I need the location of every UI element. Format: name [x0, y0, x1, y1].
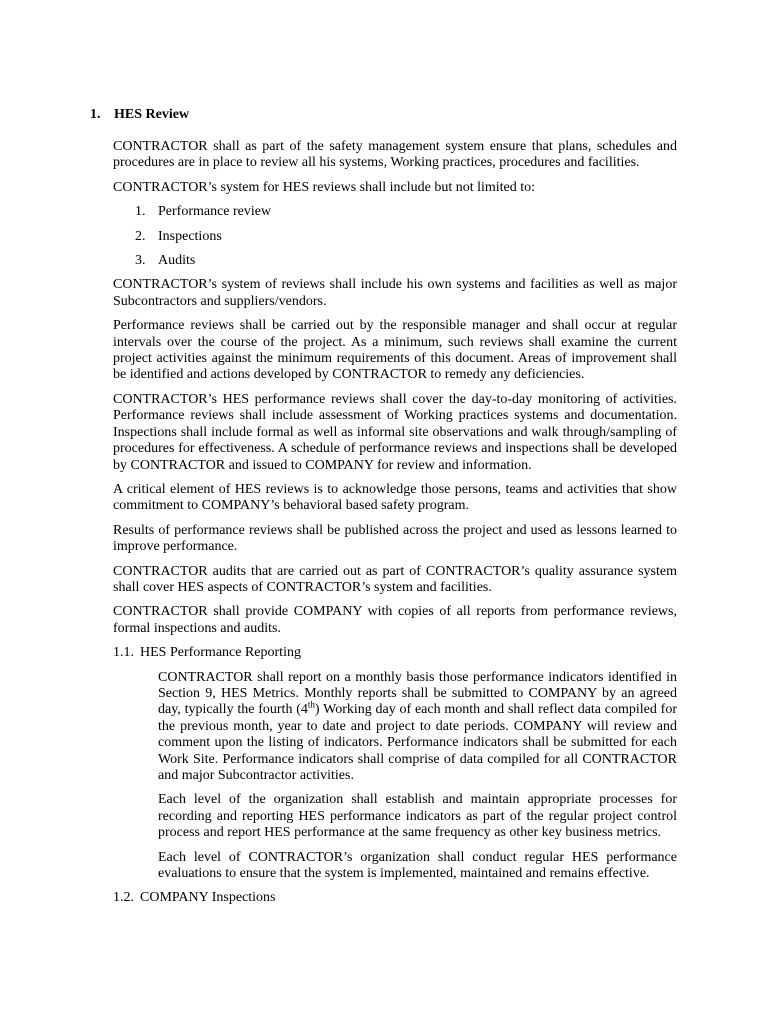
- subsection-number: 1.1.: [113, 645, 134, 661]
- paragraph: CONTRACTOR shall provide COMPANY with copies of all reports from performance reviews, formal inspections and audits.: [113, 604, 677, 636]
- paragraph: CONTRACTOR shall as part of the safety management system ensure that plans, schedules and procedures are in place to review all his systems, Working practices, procedures and facilities.: [113, 139, 677, 171]
- section-title: HES Review: [114, 107, 190, 122]
- subsection-title: COMPANY Inspections: [140, 890, 276, 906]
- paragraph: CONTRACTOR’s system of reviews shall include his own systems and facilities as well as major Subcontractors and suppliers/vendors.: [113, 277, 677, 309]
- section-heading: [90, 107, 189, 123]
- paragraph: CONTRACTOR’s system for HES reviews shall include but not limited to:: [113, 179, 536, 195]
- paragraph: Results of performance reviews shall be published across the project and used as lessons learned to improve performance.: [113, 522, 677, 555]
- paragraph: CONTRACTOR audits that are carried out as part of CONTRACTOR’s quality assurance system shall cover HES aspects of CONTRACTOR’s system and facilities.: [113, 563, 677, 595]
- list-item-text: Performance review: [158, 204, 272, 220]
- list-item: [113, 204, 677, 220]
- list-item-number: 1.: [135, 204, 146, 220]
- paragraph: Each level of CONTRACTOR’s organization shall conduct regular HES performance evaluations to ensure that the system is implemented, maintained and remains effective.: [158, 849, 677, 882]
- subsection-body: [158, 670, 677, 883]
- list-item-number: 2.: [135, 228, 146, 244]
- subsection-number: 1.2.: [113, 890, 134, 906]
- list-item-text: Audits: [158, 253, 196, 269]
- paragraph: [158, 670, 677, 785]
- superscript: th: [307, 699, 315, 710]
- paragraph: CONTRACTOR’s HES performance reviews shall cover the day-to-day monitoring of activities. Performance reviews shall include assessment of Working practices systems and documentation. Inspections shall include formal as well as informal site observations and walk through/sampling of procedures for effectiveness. A schedule of performance reviews and inspections shall be developed by CONTRACTOR and issued to COMPANY for review and information.: [113, 391, 677, 473]
- list-item-text: Inspections: [158, 228, 222, 244]
- subsection-heading: [113, 645, 677, 661]
- paragraph-text: CONTRACTOR shall report on a monthly basis those performance indicators identified in Section 9, HES Metrics. Monthly reports shall be submitted to COMPANY by an agreed day, typically the fourth (4: [158, 669, 677, 718]
- subsection-title: HES Performance Reporting: [140, 645, 301, 661]
- subsection-heading: [113, 890, 677, 906]
- numbered-list: [113, 204, 677, 269]
- paragraph: Each level of the organization shall establish and maintain appropriate processes for recording and reporting HES performance indicators as part of the regular project control process and report HES performance at the same frequency as other key business metrics.: [158, 792, 677, 841]
- paragraph-text: ) Working day of each month and shall reflect data compiled for the previous month, year to date and project to date periods. COMPANY will review and comment upon the listing of indicators. Performance indicators shall be submitted for each Work Site. Performance indicators shall comprise of data compiled for all CONTRACTOR and major Subcontractor activities.: [158, 702, 677, 783]
- section-body: [113, 139, 677, 915]
- list-item: [113, 253, 677, 269]
- paragraph: Performance reviews shall be carried out by the responsible manager and shall occur at regular intervals over the course of the project. As a minimum, such reviews shall examine the current project activities against the minimum requirements of this document. Areas of improvement shall be identified and actions developed by CONTRACTOR to remedy any deficiencies.: [113, 318, 677, 383]
- list-item: [113, 229, 677, 245]
- list-item-number: 3.: [135, 253, 146, 269]
- paragraph: A critical element of HES reviews is to acknowledge those persons, teams and activities that show commitment to COMPANY’s behavioral based safety program.: [113, 481, 677, 514]
- section-number: 1.: [90, 107, 101, 122]
